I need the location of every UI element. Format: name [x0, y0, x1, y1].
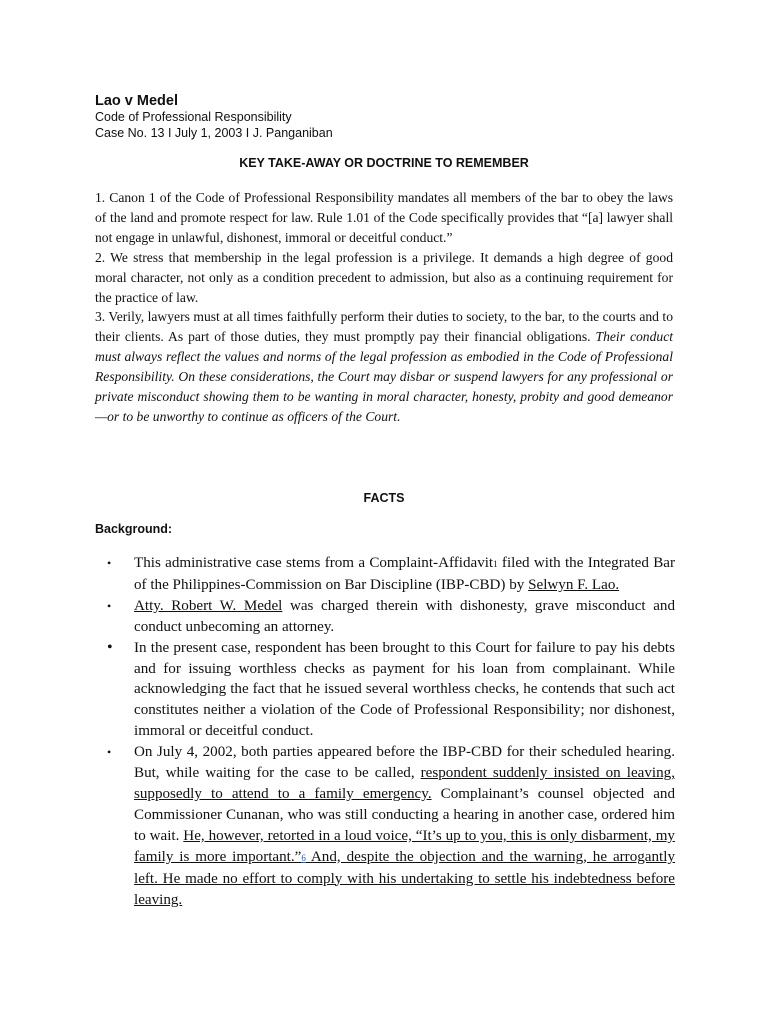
bullet-2-underlined: Atty. Robert W. Medel — [134, 597, 283, 614]
list-item — [95, 596, 675, 638]
case-subject: Code of Professional Responsibility — [95, 110, 292, 124]
list-item — [95, 553, 675, 596]
bullet-icon: • — [107, 556, 112, 570]
bullet-4-text-b: Complainant’s counsel objected and Commissioner Cunanan, who was still conducting a hearing in another case, ordered him to wait. — [134, 785, 675, 844]
list-item — [95, 742, 675, 910]
bullet-2-text: was charged therein with dishonesty, grave misconduct and conduct unbecoming an attorney. — [134, 597, 675, 635]
doctrine-heading: KEY TAKE-AWAY OR DOCTRINE TO REMEMBER — [239, 156, 529, 170]
bullet-icon: • — [107, 638, 113, 656]
bullet-icon: • — [107, 745, 112, 760]
bullet-icon: • — [107, 598, 112, 613]
doctrine-paragraph-2: 2. We stress that membership in the legal profession is a privilege. It demands a high degree of good moral character, not only as a condition precedent to admission, but also as a continuing requirement for the practice of law. — [95, 249, 673, 305]
footnote-ref-1[interactable]: 1 — [493, 559, 498, 569]
bullet-3-text: In the present case, respondent has been brought to this Court for failure to pay his debts and for issuing worthless checks as payment for his loan from complainant. While acknowledging the fact that he issued several worthless checks, he contends that such act constitutes neither a violation of the Code of Professional Responsibility; nor dishonest, immoral or deceitful conduct. — [134, 639, 675, 740]
doctrine-paragraph-3-italic: Their conduct must always reflect the values and norms of the legal profession as embodied in the Code of Professional Responsibility. On these considerations, the Court may disbar or suspend lawyers for any professional or private misconduct showing them to be wanting in moral character, honesty, probity and good demeanor—or to be unworthy to continue as officers of the Court. — [95, 329, 674, 424]
footnote-ref-6[interactable]: 6 — [301, 852, 306, 863]
bullet-4-underlined-3: And, despite the objection and the warning, he arrogantly left. He made no effort to comply with his undertaking to settle his indebtedness before leaving. — [134, 848, 675, 908]
facts-bullet-list — [95, 553, 675, 910]
facts-heading: FACTS — [363, 491, 405, 505]
list-item — [95, 638, 675, 743]
case-citation: Case No. 13 I July 1, 2003 I J. Panganiban — [95, 126, 333, 140]
case-title: Lao v Medel — [95, 93, 178, 109]
background-label: Background: — [95, 522, 173, 536]
doctrine-paragraph-3-plain: 3. Verily, lawyers must at all times faithfully perform their duties to society, to the bar, to the courts and to their clients. As part of those duties, they must promptly pay their financial obligations. — [95, 309, 673, 345]
bullet-4-text-a: On July 4, 2002, both parties appeared before the IBP-CBD for their scheduled hearing. But, while waiting for the case to be called, — [134, 744, 675, 782]
bullet-1-text-a: This administrative case stems from a Complaint-Affidavit — [134, 555, 494, 571]
doctrine-paragraph-3 — [95, 307, 673, 426]
bullet-1-underlined: Selwyn F. Lao. — [528, 576, 620, 593]
bullet-4-underlined-1: respondent suddenly insisted on leaving, supposedly to attend to a family emergency. — [134, 765, 675, 802]
bullet-1-text-b: filed with the Integrated Bar of the Philippines-Commission on Bar Discipline (IBP-CBD) by — [134, 555, 675, 593]
doctrine-section — [95, 188, 673, 427]
bullet-4-underlined-2: He, however, retorted in a loud voice, “It’s up to you, this is only disbarment, my family is more important.” — [134, 827, 675, 865]
doctrine-paragraph-1: 1. Canon 1 of the Code of Professional Responsibility mandates all members of the bar to obey the laws of the land and promote respect for law. Rule 1.01 of the Code specifically provides that “[a] lawyer shall not engage in unlawful, dishonest, immoral or deceitful conduct.” — [95, 190, 673, 245]
